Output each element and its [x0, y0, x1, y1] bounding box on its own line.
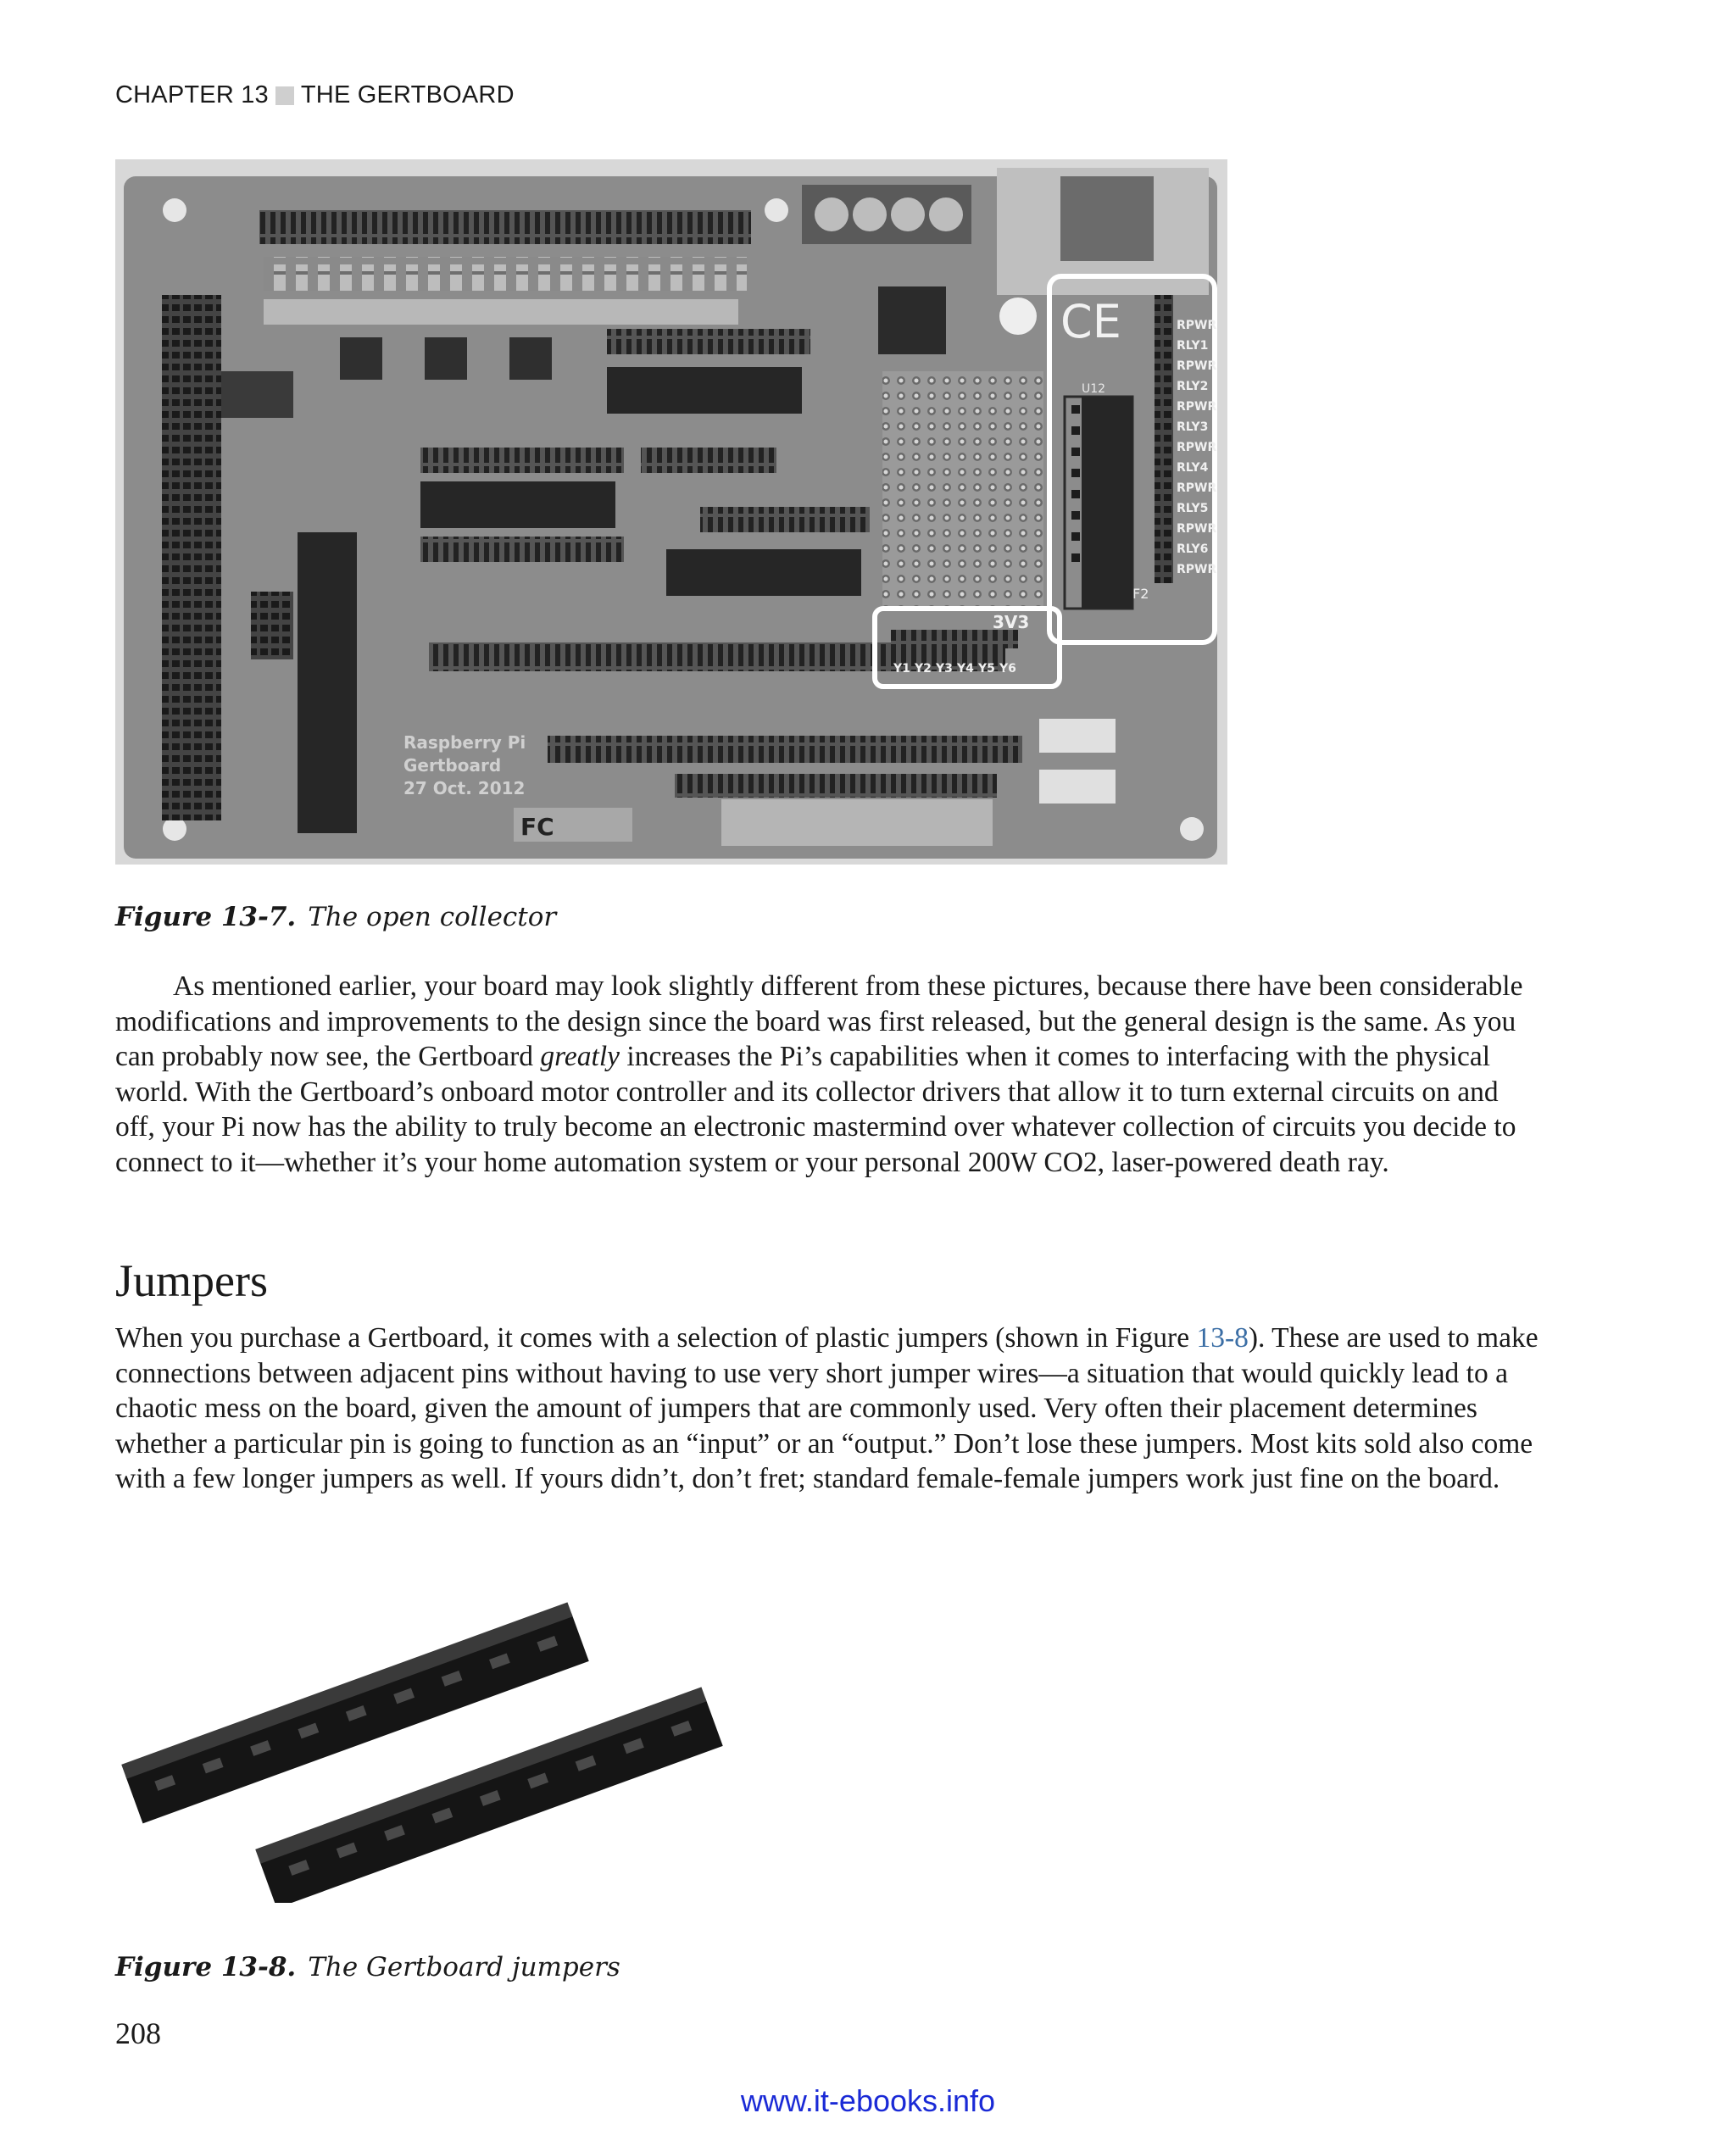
figure-label: Figure 13-7. — [115, 902, 297, 932]
figure-caption-text: The Gertboard jumpers — [308, 1952, 620, 1983]
figure-13-7-caption — [115, 902, 556, 932]
relay-pin-label: RPWR — [1177, 481, 1217, 495]
silk-text-3: 27 Oct. 2012 — [403, 778, 526, 798]
silk-text-2: Gertboard — [403, 755, 502, 776]
footer-link[interactable]: www.it-ebooks.info — [740, 2083, 996, 2118]
relay-pin-label: RPWR — [1177, 359, 1217, 373]
relay-pin-label: RLY2 — [1177, 380, 1209, 393]
relay-pin-label: RPWR — [1177, 400, 1217, 414]
paragraph-text: ). These are used to make connections between adjacent pins without having to use very short jumper wires—a situation that would quickly lead to a chaotic mess on the board, given the amount of jumpers that are commonly used. Very often their placement determines whether a particular pin is going to function as an “input” or an “output.” Don’t lose these jumpers. Most kits sold also come with a few longer jumpers as well. If yours didn’t, don’t fret; standard female-female jumpers work just fine on the board. — [115, 1322, 1538, 1494]
relay-pin-label: RLY3 — [1177, 420, 1209, 434]
relay-pin-label: RLY5 — [1177, 502, 1209, 515]
paragraph-text: As mentioned earlier, your board may look slightly different from these pictures, because there have been considerable modifications and improvements to the design since the board was first released, but the general design is the same. As you can probably now see, the Gertboard — [115, 970, 1523, 1072]
j-pin-label: Y6 — [999, 662, 1016, 676]
relay-pin-label: RPWR — [1177, 319, 1217, 332]
j-pin-label: Y2 — [915, 662, 932, 676]
page-number: 208 — [115, 2016, 161, 2050]
relay-pin-label: RPWR — [1177, 522, 1217, 536]
chapter-number: CHAPTER 13 — [115, 81, 269, 108]
paragraph-text: When you purchase a Gertboard, it comes with a selection of plastic jumpers (shown in Figure — [115, 1322, 1197, 1354]
figure-label: Figure 13-8. — [115, 1952, 297, 1983]
gertboard-photo — [115, 159, 1227, 865]
chip-label: U12 — [1082, 382, 1106, 396]
chapter-title: THE GERTBOARD — [300, 81, 515, 108]
fc-mark: FC — [520, 813, 554, 841]
figure-caption-text: The open collector — [308, 902, 557, 932]
figure-reference-link[interactable]: 13-8 — [1196, 1322, 1249, 1354]
body-paragraph-2 — [115, 1321, 1539, 1497]
figure-13-8-caption — [115, 1952, 620, 1983]
j-pin-label: Y5 — [978, 662, 995, 676]
paragraph-text: increases the Pi’s capabilities when it comes to interfacing with the physical world. With the Gertboard’s onboard motor controller and its collector drivers that allow it to turn external circuits on and off, your Pi now has the ability to truly become an electronic mastermind over whatever collection of circuits you decide to connect to it—whether it’s your home automation system or your personal 200W CO2, laser-powered death ray. — [115, 1041, 1516, 1178]
j-pin-label: Y3 — [936, 662, 953, 676]
relay-pin-label: RPWR — [1177, 563, 1217, 576]
ce-mark: CE — [1060, 295, 1121, 348]
section-heading: Jumpers — [115, 1255, 268, 1306]
j-pin-label: Y1 — [893, 662, 910, 676]
fuse-label: F2 — [1132, 586, 1149, 602]
silk-text-1: Raspberry Pi — [403, 732, 526, 753]
header-separator — [275, 86, 294, 105]
relay-pin-label: RLY1 — [1177, 339, 1209, 353]
relay-pin-label: RLY6 — [1177, 542, 1209, 556]
emphasis-text: greatly — [540, 1041, 620, 1072]
voltage-label: 3V3 — [993, 612, 1030, 632]
jumpers-photo — [115, 1564, 734, 1903]
relay-pin-label: RLY4 — [1177, 461, 1209, 475]
relay-pin-label: RPWR — [1177, 441, 1217, 454]
running-head — [115, 81, 515, 109]
j-pin-label: Y4 — [957, 662, 974, 676]
body-paragraph-1 — [115, 969, 1539, 1180]
